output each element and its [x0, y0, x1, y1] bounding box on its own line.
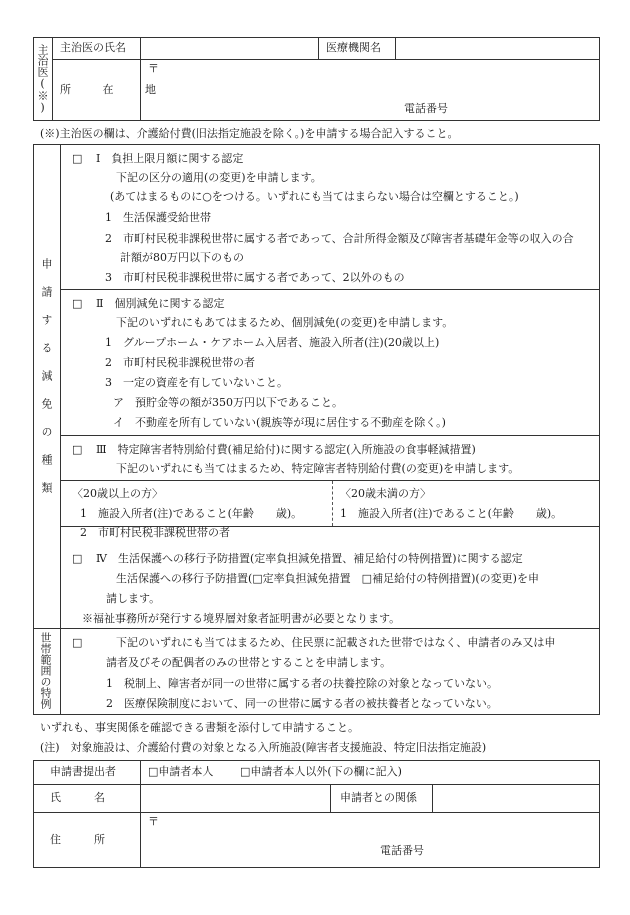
- section3-heading: Ⅲ 特定障害者特別給付費(補足給付)に関する認定(入所施設の食事軽減措置): [96, 443, 476, 456]
- section4-line1: 生活保護への移行予防措置(□定率負担減免措置 □補足給付の特例措置)(の変更)を申: [116, 572, 539, 585]
- section2-sub-i: イ 不動産を所有していない(親族等が現に居住する不動産を除く。): [113, 416, 446, 429]
- dashed-divider: [332, 481, 333, 526]
- household-item1: 1 税制上、障害者が同一の世帯に属する者の扶養控除の対象となっていない。: [106, 677, 498, 690]
- section1-checkbox[interactable]: □: [72, 152, 83, 165]
- household-item2: 2 医療保険制度において、同一の世帯に属する者の被扶養者となっていない。: [106, 697, 498, 710]
- note-line1: いずれも、事実関係を確認できる書類を添付して申請すること。: [40, 721, 359, 734]
- section2-sub-a: ア 預貯金等の額が350万円以下であること。: [113, 396, 343, 409]
- household-side-label: 世帯範囲の特例: [39, 632, 52, 709]
- submitter-phone-label: 電話番号: [380, 844, 424, 857]
- doctor-phone-label: 電話番号: [404, 102, 448, 115]
- section4-note: ※福祉事務所が発行する境界層対象者証明書が必要となります。: [82, 612, 401, 625]
- submitter-postal-mark: 〒: [148, 815, 159, 828]
- section1-heading: Ⅰ 負担上限月額に関する認定: [96, 152, 244, 165]
- institution-label: 医療機関名: [326, 41, 381, 54]
- section2-intro: 下記のいずれにもあてはまるため、個別減免(の変更)を申請します。: [116, 316, 454, 329]
- household-line2: 請者及びその配偶者のみの世帯とすることを申請します。: [106, 656, 392, 669]
- section1-item1: 1 生活保護受給世帯: [105, 211, 211, 224]
- divider: [318, 37, 319, 59]
- submitter-name-label: 氏 名: [50, 791, 105, 804]
- doctor-name-field[interactable]: [141, 38, 317, 58]
- divider: [330, 784, 331, 812]
- submitter-name-field[interactable]: [141, 785, 329, 811]
- institution-field[interactable]: [396, 38, 599, 58]
- submitter-label: 申請書提出者: [50, 765, 116, 778]
- section3-intro: 下記のいずれにも当てはまるため、特定障害者特別給付費(の変更)を申請します。: [116, 462, 520, 475]
- doctor-address-label: 所 在 地: [60, 83, 170, 96]
- section4-checkbox[interactable]: □: [72, 552, 83, 565]
- divider: [60, 480, 600, 481]
- doctor-address-field[interactable]: [141, 60, 599, 120]
- note-line2: (注) 対象施設は、介護給付費の対象となる入所施設(障害者支援施設、特定旧法指定施設): [40, 741, 487, 754]
- section4-heading: Ⅳ 生活保護への移行予防措置(定率負担減免措置、補足給付の特例措置)に関する認定: [96, 552, 523, 565]
- relation-field[interactable]: [433, 785, 599, 811]
- section1-note: (あてはまるものに○をつける。いずれにも当てはまらない場合は空欄とすること。): [110, 190, 519, 203]
- doctor-note: (※)主治医の欄は、介護給付費(旧法指定施設を除く。)を申請する場合記入すること。: [40, 127, 459, 140]
- postal-mark: 〒: [148, 62, 159, 75]
- submitter-option-self[interactable]: □申請者本人: [148, 765, 214, 778]
- divider: [60, 435, 600, 436]
- section1-item2-line2: 計額が80万円以下のもの: [120, 251, 244, 264]
- section1-intro: 下記の区分の適用(の変更)を申請します。: [116, 171, 322, 184]
- section4-line2: 請します。: [106, 592, 161, 605]
- doctor-name-label: 主治医の氏名: [60, 41, 126, 54]
- section3-adult-header: 〈20歳以上の方〉: [72, 487, 163, 500]
- section3-checkbox[interactable]: □: [72, 443, 83, 456]
- divider: [60, 289, 600, 290]
- section2-checkbox[interactable]: □: [72, 297, 83, 310]
- section2-item2: 2 市町村民税非課税世帯の者: [105, 356, 255, 369]
- divider: [33, 628, 600, 629]
- section3-adult-item1: 1 施設入所者(注)であること(年齢 歳)。: [80, 507, 303, 520]
- section2-item1: 1 グループホーム・ケアホーム入居者、施設入所者(注)(20歳以上): [105, 336, 440, 349]
- submitter-address-label: 住 所: [50, 833, 105, 846]
- section1-item2-line1: 2 市町村民税非課税世帯に属する者であって、合計所得金額及び障害者基礎年金等の収入の合: [105, 232, 574, 245]
- section3-minor-header: 〈20歳未満の方〉: [340, 487, 431, 500]
- section3-minor-item1: 1 施設入所者(注)であること(年齢 歳)。: [340, 507, 563, 520]
- submitter-option-other[interactable]: □申請者本人以外(下の欄に記入): [240, 765, 402, 778]
- doctor-side-label: 主治医(※): [36, 44, 49, 114]
- section2-item3: 3 一定の資産を有していないこと。: [105, 376, 288, 389]
- reduction-side-label: 申請する減免の種類: [40, 258, 53, 510]
- section1-item3: 3 市町村民税非課税世帯に属する者であって、2以外のもの: [105, 271, 405, 284]
- household-checkbox[interactable]: □: [72, 636, 83, 649]
- divider: [60, 144, 61, 715]
- divider: [52, 37, 53, 121]
- section2-heading: Ⅱ 個別減免に関する認定: [96, 297, 225, 310]
- submitter-address-field[interactable]: [141, 813, 599, 867]
- relation-label: 申請者との関係: [340, 791, 417, 804]
- section3-adult-item2: 2 市町村民税非課税世帯の者: [80, 526, 230, 539]
- household-line1: 下記のいずれにも当てはまるため、住民票に記載された世帯ではなく、申請者のみ又は申: [116, 636, 556, 649]
